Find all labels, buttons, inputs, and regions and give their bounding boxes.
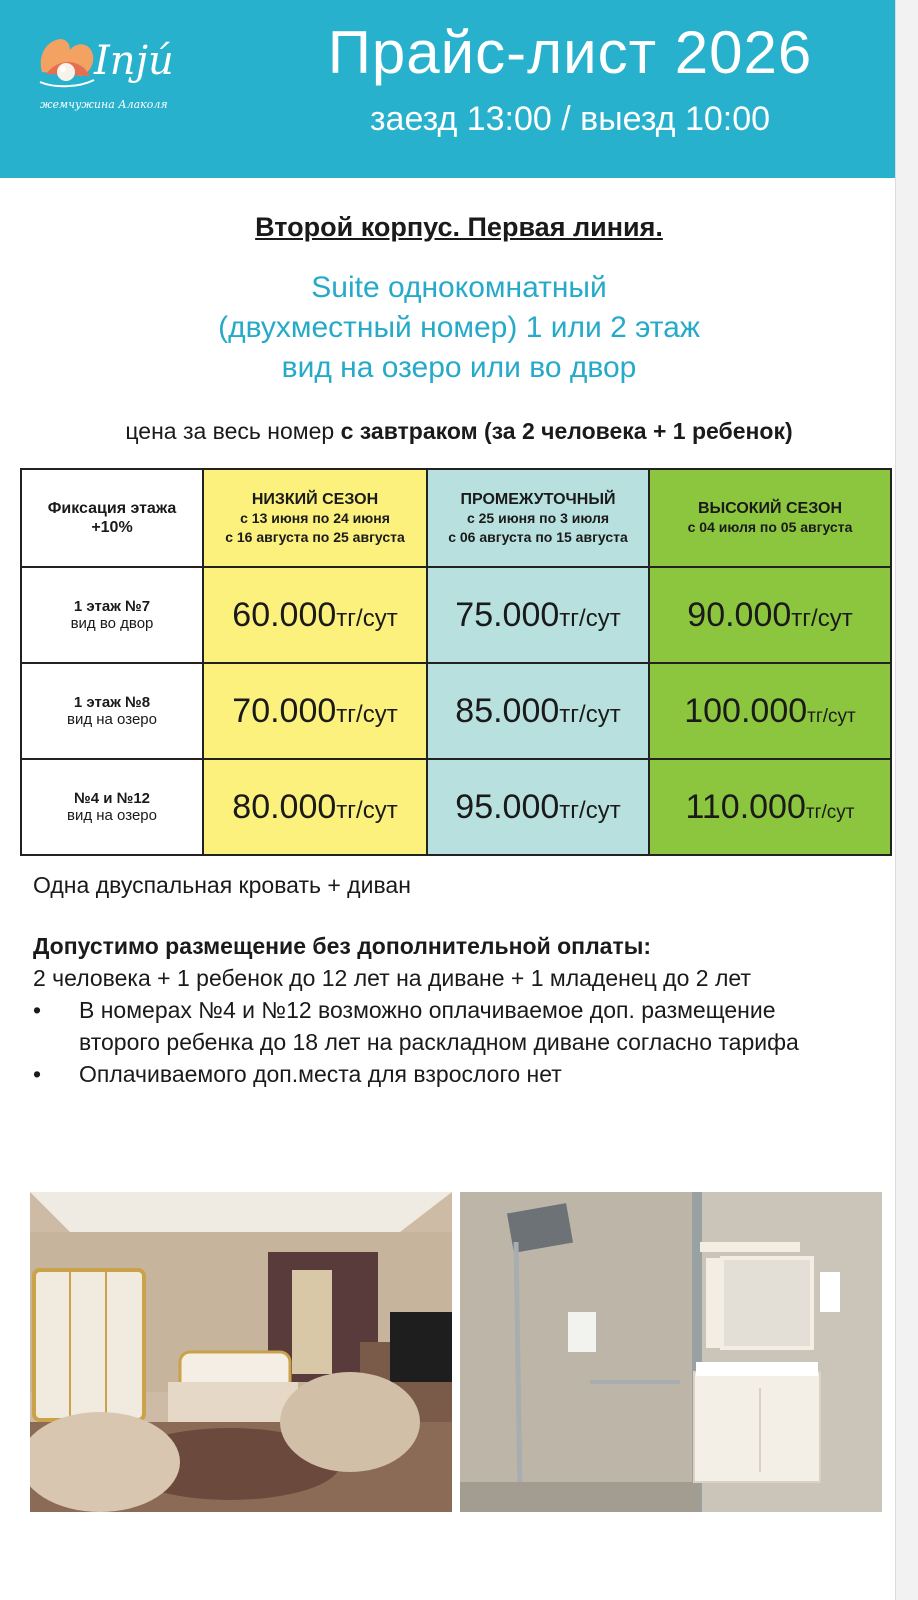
price-cell [427, 663, 649, 759]
season-header-mid [427, 469, 649, 567]
season-name: ВЫСОКИЙ СЕЗОН [697, 500, 843, 517]
accommodation-notes [33, 930, 853, 1090]
price-cell [649, 759, 891, 855]
room-cell [21, 663, 203, 759]
price-value: 70.000 [232, 691, 337, 730]
price-cell [203, 759, 427, 855]
price-cell [427, 567, 649, 663]
floor-fixation-label: Фиксация этажа [47, 500, 177, 517]
season-dates: с 16 августа по 25 августа [225, 528, 405, 545]
price-unit: тг/сут [559, 796, 621, 824]
season-dates: с 04 июля по 05 августа [687, 519, 853, 535]
season-dates: с 06 августа по 15 августа [448, 528, 628, 545]
price-unit: тг/сут [559, 700, 621, 728]
price-unit: тг/сут [807, 705, 856, 727]
price-cell [649, 567, 891, 663]
bathroom-photo [460, 1192, 882, 1512]
price-unit: тг/сут [791, 604, 853, 632]
table-row [21, 663, 891, 759]
room-cell [21, 567, 203, 663]
price-table [20, 468, 892, 856]
list-item: • В номерах №4 и №12 возможно оплачиваемое доп. размещение второго ребенка до 18 лет на раскладном диване согласно тарифа [33, 994, 853, 1058]
season-dates: с 13 июня по 24 июня [240, 509, 390, 526]
price-cell [203, 663, 427, 759]
price-unit: тг/сут [805, 801, 855, 823]
bed-info: Одна двуспальная кровать + диван [33, 872, 411, 898]
page-title: Прайс-лист 2026 [327, 19, 813, 86]
season-name: ПРОМЕЖУТОЧНЫЙ [460, 490, 616, 508]
room-view-label: вид на озеро [67, 711, 157, 728]
table-row [21, 759, 891, 855]
bedroom-photo [30, 1192, 452, 1512]
price-note [0, 418, 918, 445]
price-unit: тг/сут [336, 796, 398, 824]
notes-text: 2 человека + 1 ребенок до 12 лет на диване + 1 младенец до 2 лет [33, 965, 751, 991]
price-cell [649, 663, 891, 759]
notes-list [33, 994, 853, 1090]
price-note-plain: цена за весь номер [125, 418, 341, 444]
logo-tagline: жемчужина Алаколя [40, 98, 168, 111]
room-view: вид на озеро или во двор [281, 351, 637, 384]
hotel-logo [34, 32, 184, 122]
corner-cell [21, 469, 203, 567]
price-value: 95.000 [455, 787, 560, 826]
notes-heading: Допустимо размещение без дополнительной оплаты: [33, 933, 652, 959]
logo-wordmark: Injú [94, 38, 174, 84]
price-value: 80.000 [232, 787, 337, 826]
price-unit: тг/сут [336, 700, 398, 728]
season-header-low [203, 469, 427, 567]
season-name: НИЗКИЙ СЕЗОН [251, 490, 379, 508]
room-description [0, 268, 918, 388]
price-value: 60.000 [232, 595, 337, 634]
room-type: Suite однокомнатный [311, 271, 607, 304]
header-banner [0, 0, 896, 178]
section-title: Второй корпус. Первая линия. [255, 212, 663, 242]
list-item: • Оплачиваемого доп.места для взрослого нет [33, 1058, 853, 1090]
price-value: 100.000 [684, 691, 808, 730]
checkin-checkout: заезд 13:00 / выезд 10:00 [369, 100, 771, 138]
room-view-label: вид на озеро [67, 807, 157, 824]
price-value: 110.000 [685, 787, 806, 826]
room-name: 1 этаж №7 [73, 598, 151, 615]
room-cell [21, 759, 203, 855]
price-value: 90.000 [687, 595, 792, 634]
room-name: 1 этаж №8 [73, 694, 151, 711]
room-capacity: (двухместный номер) 1 или 2 этаж [218, 311, 700, 344]
room-view-label: вид во двор [70, 615, 154, 632]
price-cell [203, 567, 427, 663]
price-cell [427, 759, 649, 855]
price-note-bold: с завтраком (за 2 человека + 1 ребенок) [340, 418, 793, 444]
price-value: 75.000 [455, 595, 560, 634]
room-name: №4 и №12 [73, 790, 151, 807]
table-header-row [21, 469, 891, 567]
price-value: 85.000 [455, 691, 560, 730]
season-header-high [649, 469, 891, 567]
floor-fixation-value: +10% [91, 519, 133, 536]
price-unit: тг/сут [336, 604, 398, 632]
table-row [21, 567, 891, 663]
price-unit: тг/сут [559, 604, 621, 632]
season-dates: с 25 июня по 3 июля [466, 509, 610, 526]
